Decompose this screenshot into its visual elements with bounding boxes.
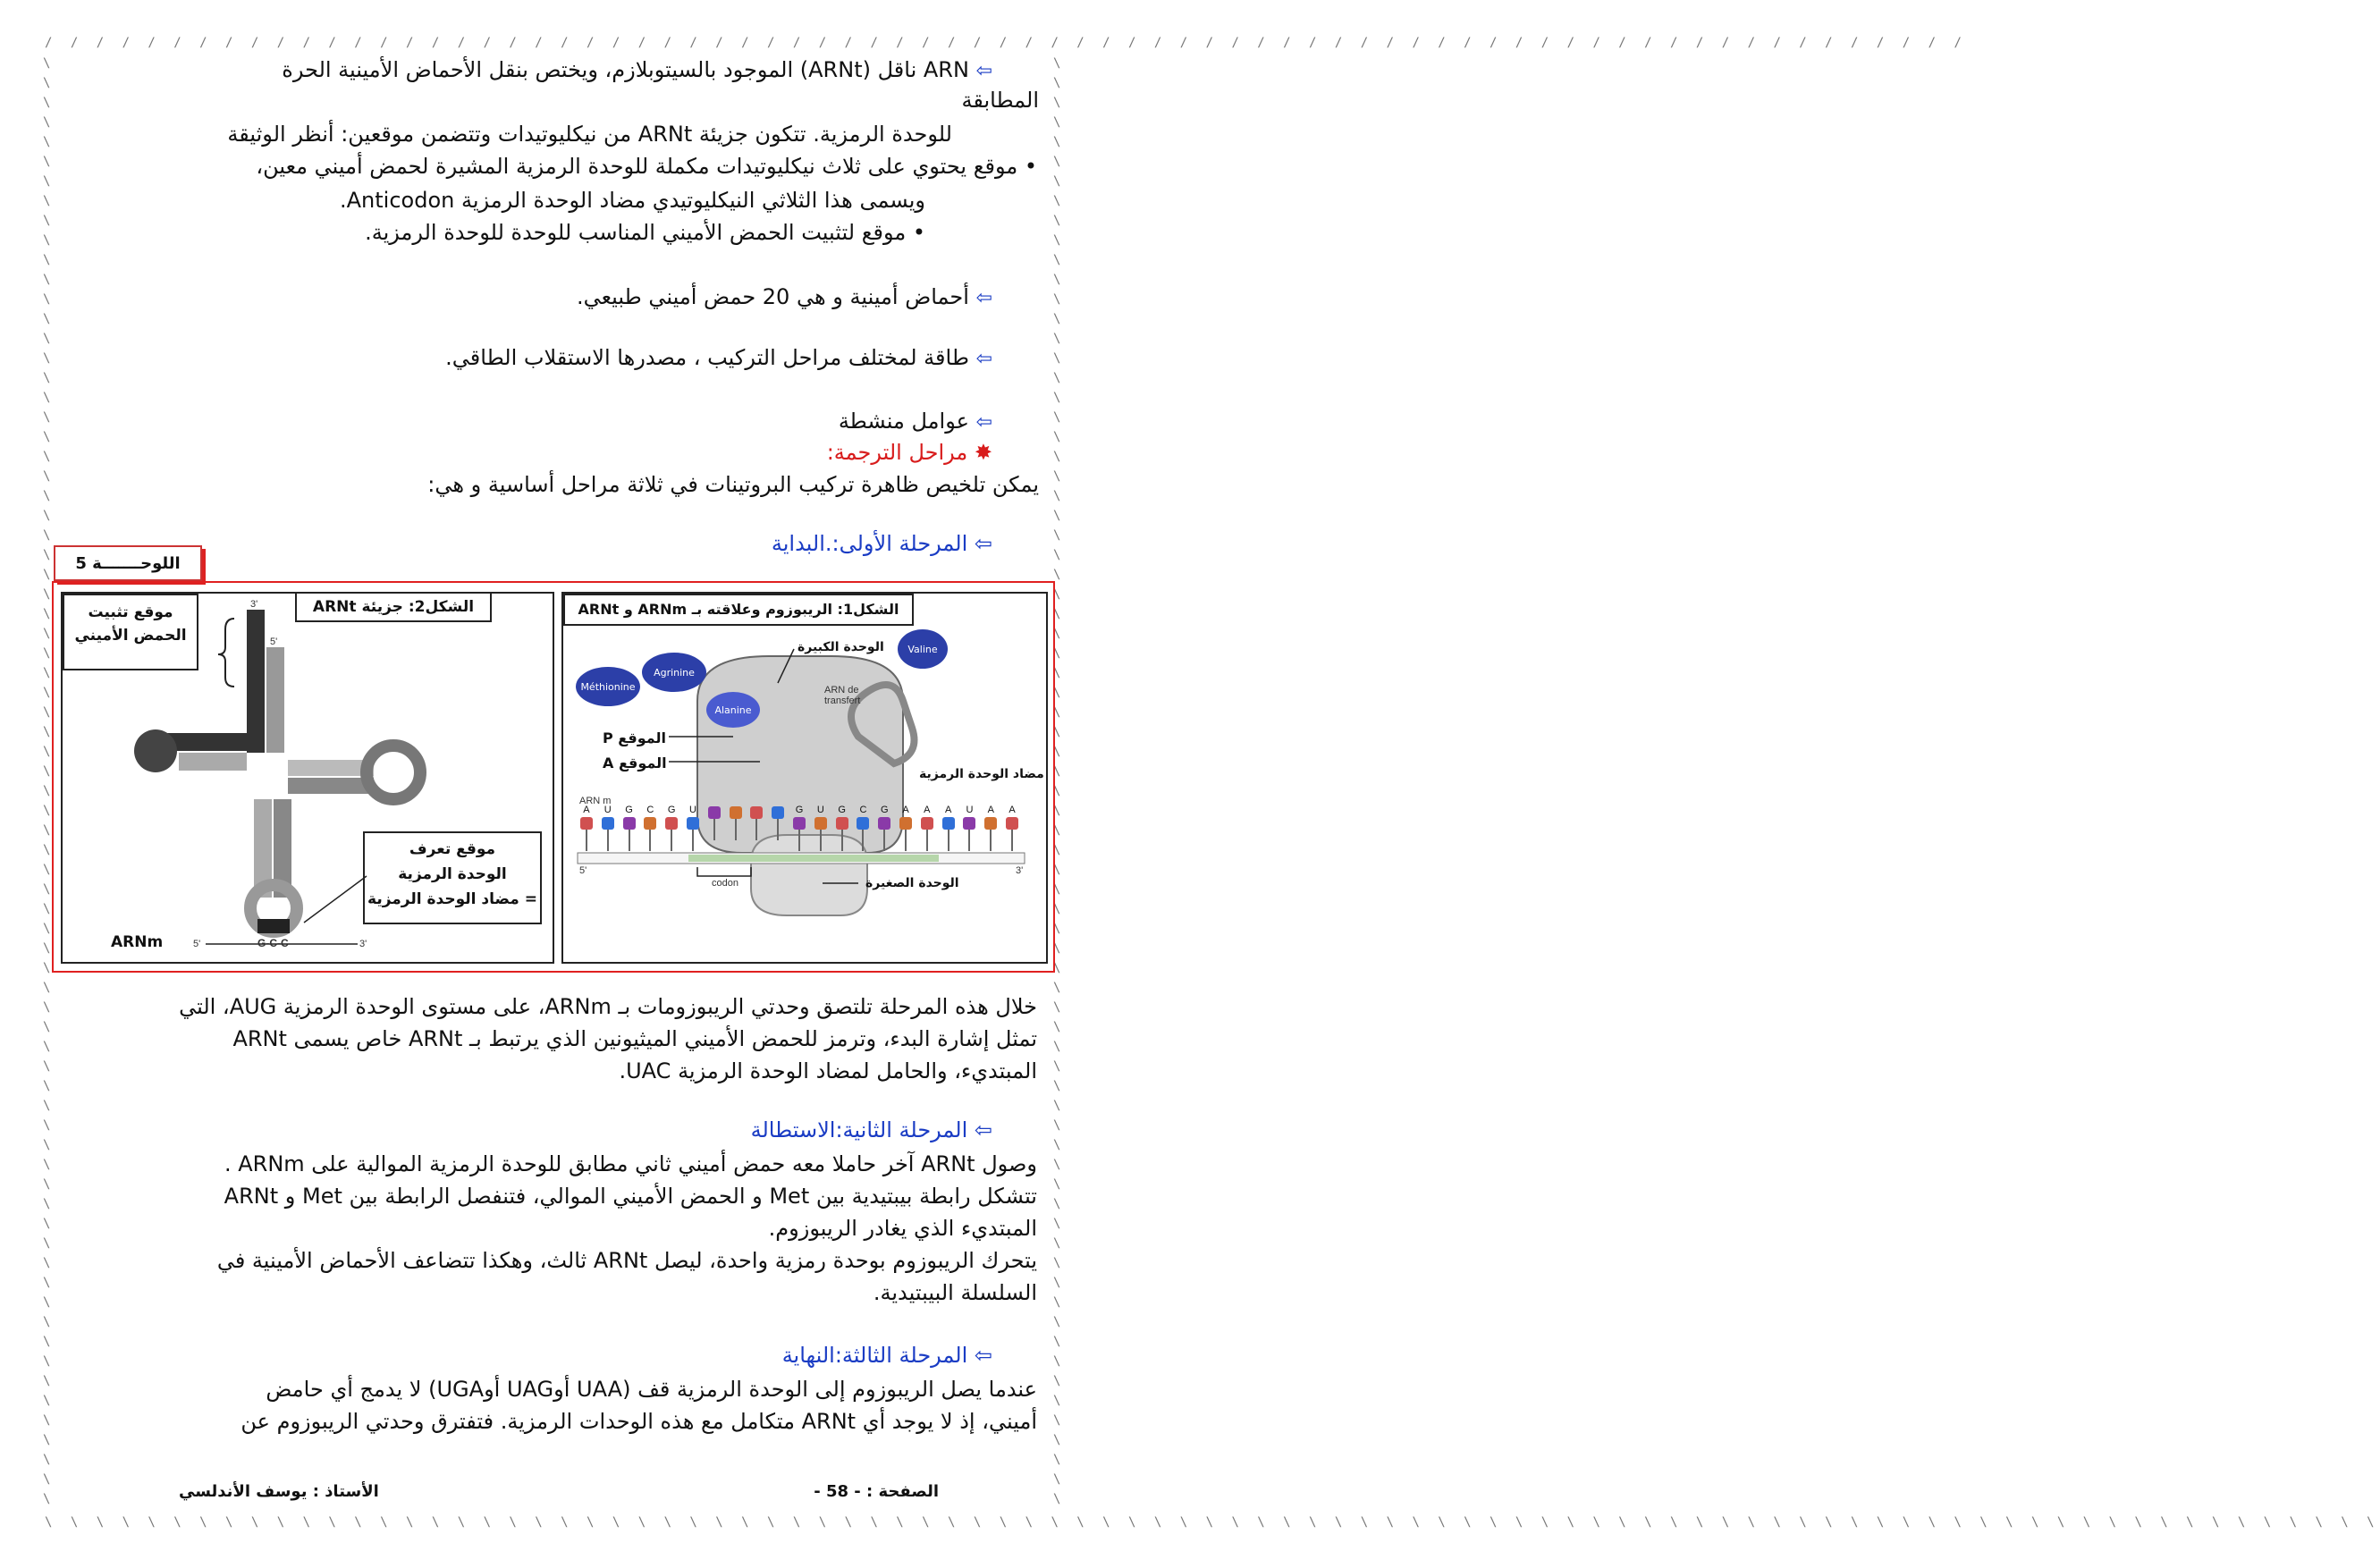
fig2-title: الشكل2: جزيئة ARNt (295, 592, 492, 622)
mrna-nucleotide: A (578, 805, 595, 853)
mrna-nucleotide (747, 805, 765, 853)
item-activators: ⇦ عوامل منشطة (838, 409, 992, 434)
mrna-nucleotide: U (961, 805, 979, 853)
bullet-1: • موقع يحتوي على ثلاث نيكليوتيدات مكملة للوحدة الرمزية المشيرة لحمض أميني معين، (256, 154, 1037, 179)
mrna-nucleotide: A (1003, 805, 1021, 853)
frame-left: \ \ \ \ \ \ \ \ \ \ \ \ \ \ \ \ \ \ \ \ \ \ \ \ \ \ \ \ \ \ \ \ \ \ \ \ \ \ \ \ \ \ \ \ \ \ \ \ \ \ \ \ \ \ \ \ \ \ \ \ \ \ \ \ \ \ \ \ \ \ \ \ \ \ (43, 56, 51, 1506)
arnm-codon-seq: G-C-C (257, 937, 289, 949)
label-anticodon: مضاد الوحدة الرمزية (919, 767, 1044, 781)
mrna-nucleotide: G (620, 805, 638, 853)
mrna-nucleotide: A (918, 805, 936, 853)
acceptor-stem-right (266, 647, 284, 753)
mrna-nucleotide: G (833, 805, 851, 853)
d-arm-bottom (179, 753, 247, 771)
mrna-3prime: 3' (1016, 865, 1024, 876)
anticodon-bases (257, 919, 290, 933)
arrow-icon: ⇦ (974, 1343, 992, 1368)
mrna-nucleotide: G (790, 805, 808, 853)
line-summary: يمكن تلخيص ظاهرة تركيب البروتينات في ثلاثة مراحل أساسية و هي: (427, 472, 1039, 497)
mrna-nucleotide (705, 805, 723, 853)
aa-alanine: Alanine (706, 692, 760, 728)
t-arm-bottom (288, 778, 374, 794)
stage2-para-2: تتشكل رابطة بيبتيدية بين Met و الحمض الأميني الموالي، فتنفصل الرابطة بين Met و ARNt (224, 1184, 1037, 1209)
mrna-nucleotide (769, 805, 787, 853)
aa-arginine: Agrinine (642, 653, 706, 692)
footer-page-number: الصفحة : - 58 - (814, 1482, 939, 1501)
stage1-para-2: تمثل إشارة البدء، وترمز للحمض الأميني الميثيونين الذي يرتبط بـ ARNt خاص يسمى ARNt (232, 1026, 1037, 1051)
arrow-icon: ⇦ (975, 348, 992, 370)
line-2: المطابقة (961, 88, 1039, 113)
mrna-nucleotide: A (940, 805, 958, 853)
mrna-5prime: 5' (579, 865, 587, 876)
mrna-nucleotide: U (684, 805, 702, 853)
star-icon: ✸ (974, 440, 992, 465)
frame-top: / / / / / / / / / / / / / / / / / / / / / / / / / / / / / / / / / / / / / / / / / / / / / / / / / / / / / / / / / / / / / / / / / / / / / / / / / / / (45, 36, 1967, 50)
footer-teacher: الأستاذ : يوسف الأندلسي (179, 1482, 379, 1501)
arrow-icon: ⇦ (975, 60, 992, 82)
label-trna: ARN de transfert (824, 685, 861, 706)
figure-plate (52, 581, 1055, 973)
aa-valine: Valine (898, 629, 948, 669)
item-energy: ⇦ طاقة لمختلف مراحل التركيب ، مصدرها الاستقلاب الطاقي. (445, 345, 992, 370)
codon-site-line3: = مضاد الوحدة الرمزية (367, 890, 537, 908)
bullet-1-cont: ويسمى هذا الثلاثي النيكليوتيدي مضاد الوحدة الرمزية Anticodon. (340, 188, 925, 213)
aa-methionine: Méthionine (576, 667, 640, 706)
codon-site-line1: موقع تعرف (409, 840, 496, 858)
acceptor-stem-left (247, 610, 265, 753)
stage3-para-2: أميني، إذ لا يوجد أي ARNt متكامل مع هذه الوحدات الرمزية. فتفترق وحدتي الريبوزوم عن (241, 1409, 1037, 1434)
mrna-nucleotide: C (855, 805, 873, 853)
bullet-2: • موقع لتثبيت الحمض الأميني المناسب للوحدة للوحدة الرمزية. (365, 220, 925, 245)
mrna-nucleotide: G (875, 805, 893, 853)
arnm-3prime: 3' (359, 939, 367, 949)
fig1-title: الشكل1: الريبوزوم وعلاقته بـ ARNm و ARNt (563, 594, 914, 626)
item-amino-acids: ⇦ أحماض أمينية و هي 20 حمض أميني طبيعي. (576, 284, 992, 309)
trna-3prime: 3' (250, 599, 258, 610)
label-site-a: الموقع A (603, 754, 667, 771)
ribosome-panel (561, 592, 1048, 964)
label-codon: codon (712, 878, 738, 889)
d-loop (134, 729, 177, 772)
stage3-para-1: عندما يصل الريبوزوم إلى الوحدة الرمزية قف (UAA أوUAG أوUGA) لا يدمج أي حامض (266, 1377, 1037, 1402)
mrna-nucleotide: A (897, 805, 915, 853)
aa-site-line2: الحمض الأميني (74, 627, 187, 645)
mrna-nucleotide: A (982, 805, 1000, 853)
trna-diagram (63, 594, 553, 962)
label-small-unit: الوحدة الصغيرة (865, 876, 959, 890)
plate-label: اللوحـــــــة 5 (54, 545, 202, 581)
label-site-p: الموقع P (603, 729, 666, 746)
arrow-icon: ⇦ (974, 1117, 992, 1142)
trna-panel (61, 592, 554, 964)
stage2-para-1: وصول ARNt آخر حاملا معه حمض أميني ثاني مطابق للوحدة الرمزية الموالية على ARNm . (224, 1151, 1037, 1176)
label-arnm: ARN m (579, 796, 612, 806)
arnm-5prime: 5' (193, 939, 201, 949)
arrow-icon: ⇦ (974, 531, 992, 556)
mrna-nucleotides (578, 805, 1025, 855)
heading-stage-2: ⇦ المرحلة الثانية:الاستطالة (750, 1117, 992, 1142)
frame-right: \ \ \ \ \ \ \ \ \ \ \ \ \ \ \ \ \ \ \ \ \ \ \ \ \ \ \ \ \ \ \ \ \ \ \ \ \ \ \ \ \ \ \ \ \ \ \ \ \ \ \ \ \ \ \ \ \ \ \ \ \ \ \ \ \ \ \ \ \ \ \ \ \ \ (1053, 56, 1061, 1506)
mrna-nucleotide: U (812, 805, 830, 853)
t-loop (367, 746, 420, 799)
mrna-nucleotide (727, 805, 745, 853)
stage2-para-3: المبتديء الذي يغادر الريبوزوم. (768, 1216, 1037, 1241)
line-3: للوحدة الرمزية. تتكون جزيئة ARNt من نيكليوتيدات وتتضمن موقعين: أنظر الوثيقة (227, 122, 952, 147)
stage2-para-4: يتحرك الريبوزوم بوحدة رمزية واحدة، ليصل ARNt ثالث، وهكذا تتضاعف الأحماض الأمينية في (216, 1248, 1037, 1273)
arnm-label: ARNm (111, 933, 164, 951)
heading-translation: ✸ مراحل الترجمة: (826, 440, 992, 465)
aa-site-line1: موقع تثبيت (88, 603, 173, 621)
mrna-nucleotide: G (663, 805, 680, 853)
label-large-unit: الوحدة الكبيرة (798, 640, 884, 654)
stage2-para-5: السلسلة البيبتيدية. (873, 1280, 1037, 1305)
stage1-para-3: المبتديء، والحامل لمضاد الوحدة الرمزية UAC. (619, 1058, 1037, 1083)
mrna-nucleotide: C (641, 805, 659, 853)
heading-stage-3: ⇦ المرحلة الثالثة:النهاية (781, 1343, 992, 1368)
frame-bottom: \ \ \ \ \ \ \ \ \ \ \ \ \ \ \ \ \ \ \ \ \ \ \ \ \ \ \ \ \ \ \ \ \ \ \ \ \ \ \ \ \ \ \ \ \ \ \ \ \ \ \ \ \ \ \ \ \ \ \ \ \ \ \ \ \ \ \ \ \ \ \ \ \ \ \ \ \ \ \ \ \ \ \ \ \ \ \ \ \ \ \ (45, 1515, 2380, 1530)
line-arnt-intro: ⇦ ARN ناقل (ARNt) الموجود بالسيتوبلازم، ويختص بنقل الأحماض الأمينية الحرة (282, 57, 992, 82)
mrna-nucleotide: U (599, 805, 617, 853)
stage1-para-1: خلال هذه المرحلة تلتصق وحدتي الريبوزومات بـ ARNm، على مستوى الوحدة الرمزية AUG، التي (179, 994, 1037, 1019)
heading-stage-1: ⇦ المرحلة الأولى:.البداية (771, 531, 992, 556)
trna-5prime: 5' (270, 636, 278, 647)
arrow-icon: ⇦ (975, 411, 992, 434)
arrow-icon: ⇦ (975, 287, 992, 309)
codon-site-line2: الوحدة الرمزية (398, 865, 507, 883)
